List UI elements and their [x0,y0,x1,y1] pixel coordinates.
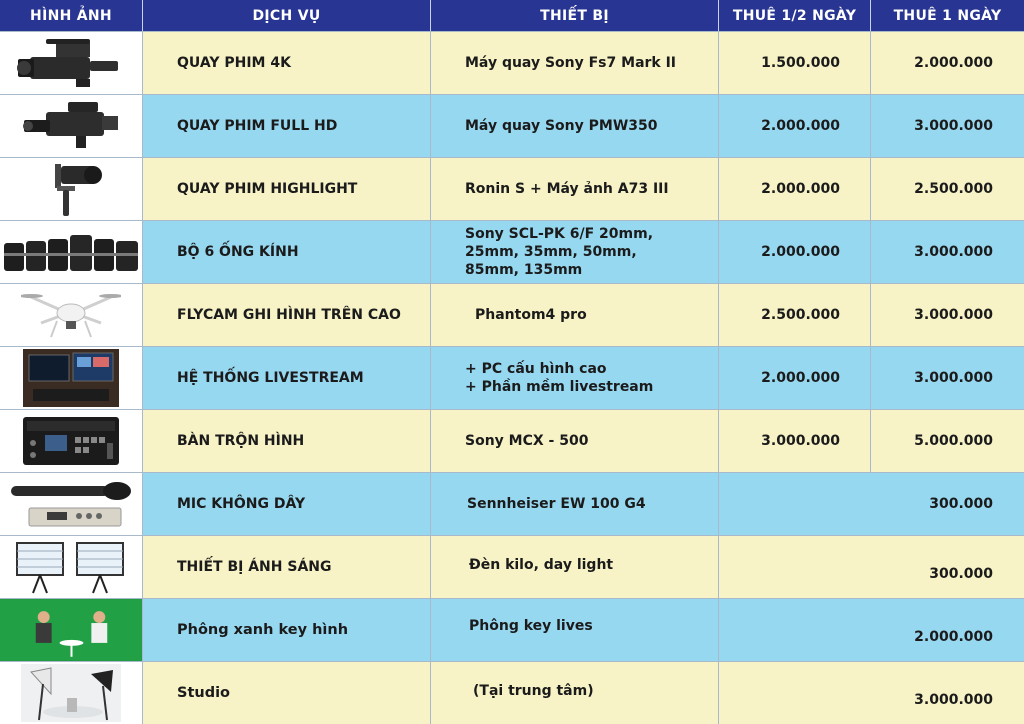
price-cell: 2.000.000 [914,629,993,645]
service-cell: BỘ 6 ỐNG KÍNH [143,221,431,283]
full-day-price: 3.000.000 [914,370,993,386]
table-row [0,157,1024,220]
device-cell: Đèn kilo, day light [431,536,719,598]
half-day-price: 2.000.000 [719,347,871,409]
half-day-price: 2.500.000 [719,284,871,346]
full-day-price: 3.000.000 [914,118,993,134]
device-cell: + PC cấu hình cao + Phần mềm livestream [431,347,719,409]
half-day-price: 3.000.000 [719,410,871,472]
service-cell: QUAY PHIM HIGHLIGHT [143,158,431,220]
drone-icon [0,284,143,346]
full-day-price: 3.000.000 [914,307,993,323]
service-cell: MIC KHÔNG DÂY [143,473,431,535]
table-row [0,283,1024,346]
gimbal-camera-icon [0,158,143,220]
green-screen-icon [0,599,143,661]
service-cell: Studio [143,662,431,724]
table-row [0,31,1024,94]
full-day-price: 2.500.000 [914,181,993,197]
table-row [0,94,1024,157]
device-cell: Sony MCX - 500 [431,410,719,472]
header-half-day: THUÊ 1/2 NGÀY [719,0,871,31]
service-cell: QUAY PHIM 4K [143,32,431,94]
service-cell: FLYCAM GHI HÌNH TRÊN CAO [143,284,431,346]
table-row [0,535,1024,598]
device-cell: Máy quay Sony PMW350 [431,95,719,157]
full-day-price: 5.000.000 [914,433,993,449]
device-cell: Phông key lives [431,599,719,661]
livestream-setup-icon [0,347,143,409]
full-day-price: 3.000.000 [914,244,993,260]
header-full-day: THUÊ 1 NGÀY [871,0,1024,31]
wireless-mic-icon [0,473,143,535]
device-cell: Máy quay Sony Fs7 Mark II [431,32,719,94]
service-cell: Phông xanh key hình [143,599,431,661]
lens-set-icon [0,221,143,283]
device-cell: Phantom4 pro [431,284,719,346]
service-cell: BÀN TRỘN HÌNH [143,410,431,472]
table-row [0,220,1024,283]
device-cell: Sony SCL-PK 6/F 20mm, 25mm, 35mm, 50mm, 85mm, 135mm [431,221,719,283]
half-day-price: 2.000.000 [719,95,871,157]
camcorder-fs7-icon [0,32,143,94]
half-day-price: 2.000.000 [719,221,871,283]
service-cell: THIẾT BỊ ÁNH SÁNG [143,536,431,598]
table-row [0,346,1024,409]
service-cell: QUAY PHIM FULL HD [143,95,431,157]
service-cell: HỆ THỐNG LIVESTREAM [143,347,431,409]
table-row [0,661,1024,724]
device-cell: Ronin S + Máy ảnh A73 III [431,158,719,220]
full-day-price: 2.000.000 [914,55,993,71]
price-cell: 3.000.000 [914,692,993,708]
video-mixer-icon [0,410,143,472]
table-row [0,472,1024,535]
studio-icon [0,662,143,724]
device-cell: Sennheiser EW 100 G4 [431,473,719,535]
half-day-price: 1.500.000 [719,32,871,94]
price-cell: 300.000 [929,496,993,512]
table-row [0,598,1024,661]
price-cell: 300.000 [929,566,993,582]
half-day-price: 2.000.000 [719,158,871,220]
header-image: HÌNH ẢNH [0,0,143,31]
device-cell: (Tại trung tâm) [431,662,719,724]
header-service: DỊCH VỤ [143,0,431,31]
light-panels-icon [0,536,143,598]
table-row [0,409,1024,472]
header-device: THIẾT BỊ [431,0,719,31]
camcorder-pmw350-icon [0,95,143,157]
